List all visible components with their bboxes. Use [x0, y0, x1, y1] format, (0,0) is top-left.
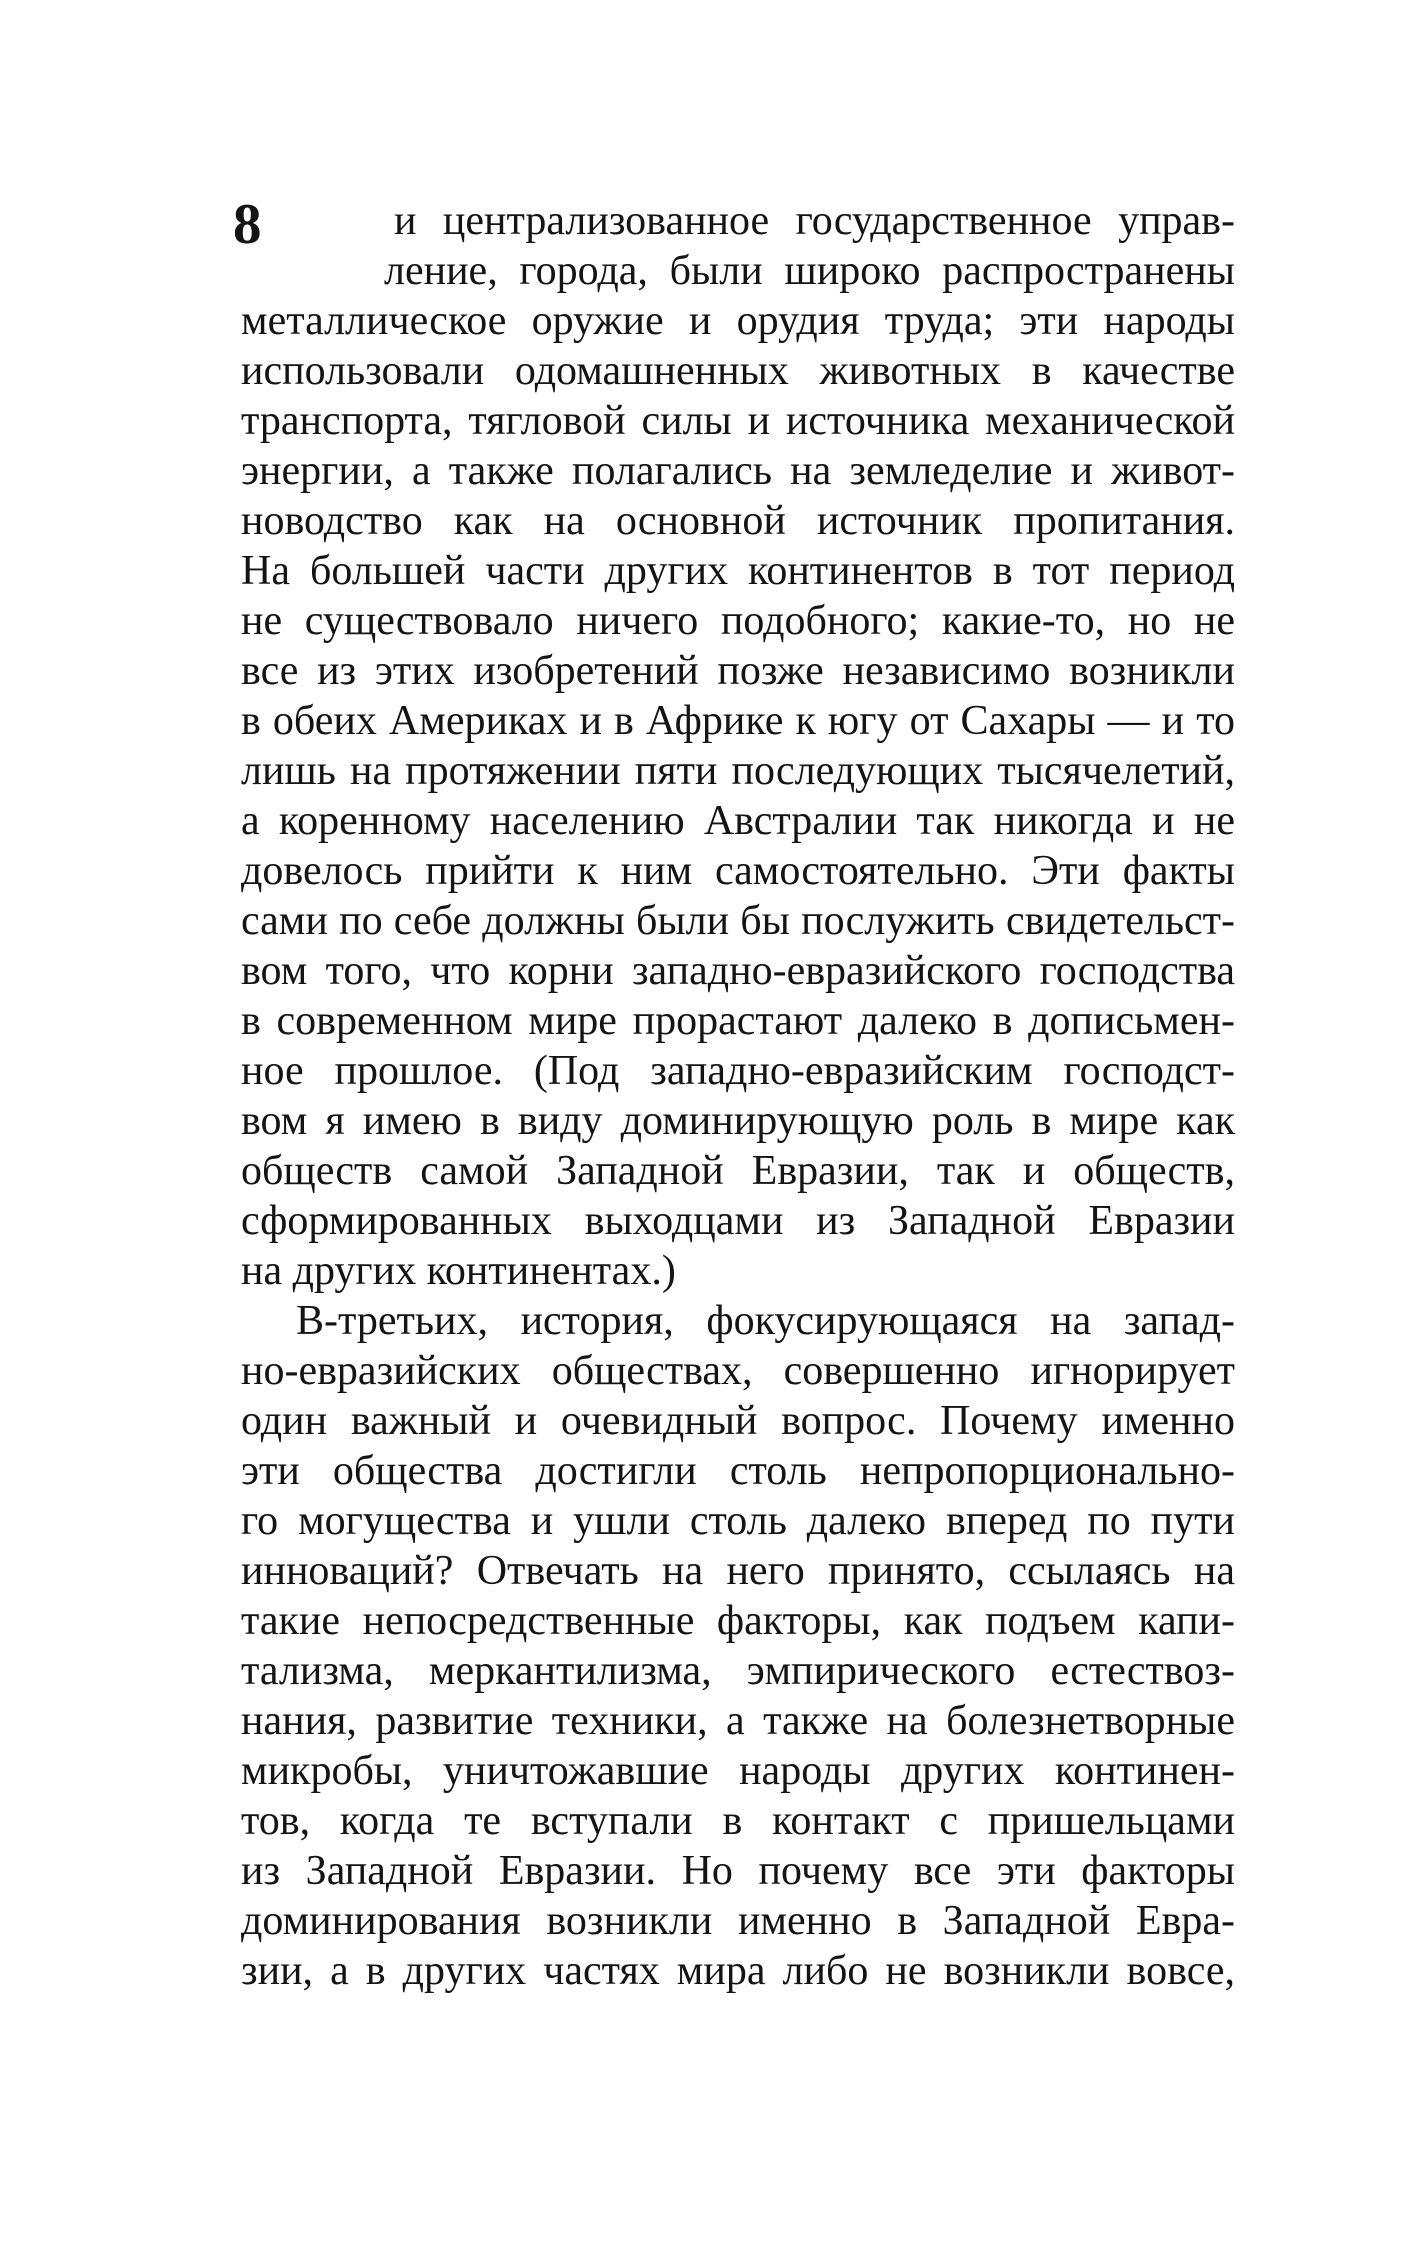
text-line: лишь на протяжении пяти последующих тысячелетий, — [241, 748, 1235, 794]
text-line: микробы, уничтожавшие народы других континен- — [241, 1748, 1235, 1794]
text-line: в обеих Америках и в Африке к югу от Сахары — и то — [241, 698, 1235, 744]
text-line: на других континентах.) — [241, 1248, 676, 1294]
page-number: 8 — [233, 193, 262, 256]
text-line: ление, города, были широко распространены — [384, 248, 1235, 294]
text-line: металлическое оружие и орудия труда; эти народы — [241, 298, 1235, 344]
text-line: В-третьих, история, фокусирующаяся на запад- — [296, 1298, 1235, 1344]
text-line: новодство как на основной источник пропитания. — [241, 498, 1235, 544]
text-line: транспорта, тягловой силы и источника механической — [241, 398, 1235, 444]
text-line: все из этих изобретений позже независимо возникли — [241, 648, 1235, 694]
text-line: зии, а в других частях мира либо не возникли вовсе, — [241, 1948, 1235, 1994]
text-line: нания, развитие техники, а также на болезнетворные — [241, 1698, 1235, 1744]
text-line: в современном мире прорастают далеко в дописьмен- — [241, 998, 1235, 1044]
text-line: тализма, меркантилизма, эмпирического естествоз- — [241, 1648, 1235, 1694]
text-line: но-евразийских обществах, совершенно игнорирует — [241, 1348, 1235, 1394]
text-line: такие непосредственные факторы, как подъем капи- — [241, 1598, 1235, 1644]
text-line: эти общества достигли столь непропорционально- — [241, 1448, 1235, 1494]
text-line: инноваций? Отвечать на него принято, ссылаясь на — [241, 1548, 1235, 1594]
text-line: ное прошлое. (Под западно-евразийским господст- — [241, 1048, 1235, 1094]
text-line: и централизованное государственное управ- — [394, 198, 1235, 244]
text-line: довелось прийти к ним самостоятельно. Эти факты — [241, 848, 1235, 894]
text-line: один важный и очевидный вопрос. Почему именно — [241, 1398, 1235, 1444]
text-line: использовали одомашненных животных в качестве — [241, 348, 1235, 394]
text-line: сформированных выходцами из Западной Евразии — [241, 1198, 1235, 1244]
text-line: тов, когда те вступали в контакт с пришельцами — [241, 1798, 1235, 1844]
text-line: На большей части других континентов в тот период — [241, 548, 1235, 594]
text-line: доминирования возникли именно в Западной Евра- — [241, 1898, 1235, 1944]
text-line: вом того, что корни западно-евразийского господства — [241, 948, 1235, 994]
text-line: а коренному населению Австралии так никогда и не — [241, 798, 1235, 844]
text-line: не существовало ничего подобного; какие-то, но не — [241, 598, 1235, 644]
text-line: из Западной Евразии. Но почему все эти факторы — [241, 1848, 1235, 1894]
body-text — [241, 196, 1235, 1996]
text-line: вом я имею в виду доминирующую роль в мире как — [241, 1098, 1235, 1144]
text-line: энергии, а также полагались на земледелие и живот- — [241, 448, 1235, 494]
text-line: обществ самой Западной Евразии, так и обществ, — [241, 1148, 1235, 1194]
text-line: го могущества и ушли столь далеко вперед по пути — [241, 1498, 1235, 1544]
text-line: сами по себе должны были бы послужить свидетельст- — [241, 898, 1235, 944]
